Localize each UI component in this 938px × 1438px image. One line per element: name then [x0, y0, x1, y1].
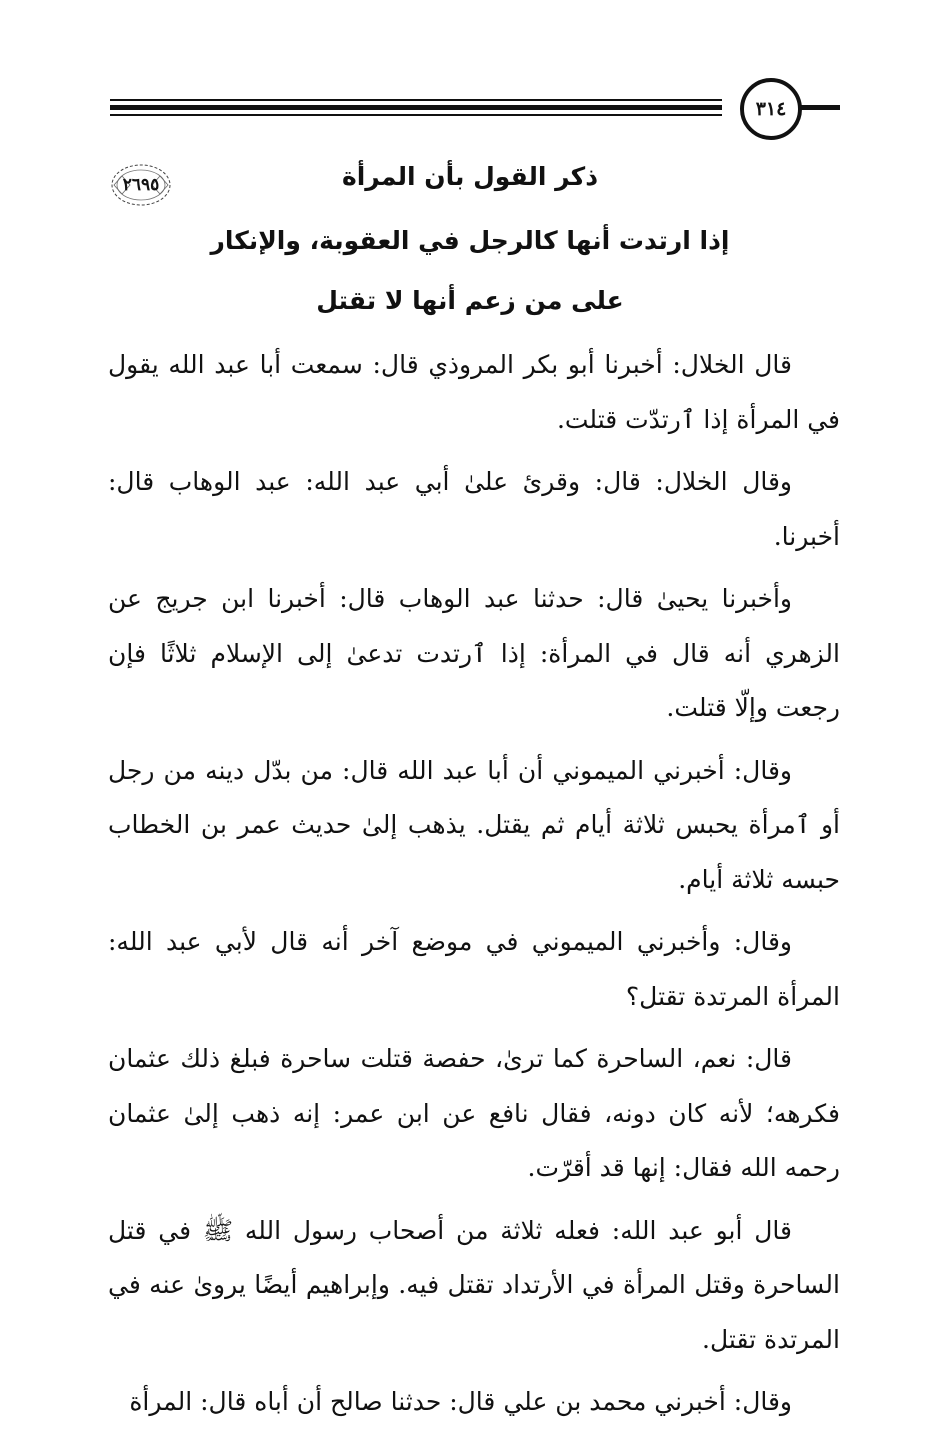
body-text	[108, 338, 840, 1438]
header-rule-thin-bottom	[110, 114, 722, 116]
chapter-heading-line-2: إذا ارتدت أنها كالرجل في العقوبة، والإنكار	[210, 226, 730, 255]
paragraph: وقال: وأخبرني الميموني في موضع آخر أنه قال لأبي عبد الله: المرأة المرتدة تقتل؟	[108, 927, 840, 1011]
paragraph: وأخبرنا يحيىٰ قال: حدثنا عبد الوهاب قال: أخبرنا ابن جريج عن الزهري أنه قال في المرأة: إذا ٱرتدت تدعىٰ إلى الإسلام ثلاثًا فإن رجعت وإلّا قتلت.	[108, 584, 840, 722]
paragraph: وقال الخلال: قال: وقرئ علىٰ أبي عبد الله: عبد الوهاب قال: أخبرنا.	[108, 467, 840, 551]
header-rule-thin-top	[110, 99, 722, 101]
header-rule-thick	[110, 105, 722, 110]
page-number: ٣١٤	[740, 78, 802, 140]
paragraph: قال: نعم، الساحرة كما ترىٰ، حفصة قتلت ساحرة فبلغ ذلك عثمان فكرهه؛ لأنه كان دونه، فقال نافع عن ابن عمر: إنه ذهب إلىٰ عثمان رحمه الله فقال: إنها قد أقرّت.	[108, 1044, 840, 1182]
chapter-heading-line-3: على من زعم أنها لا تقتل	[316, 286, 624, 315]
paragraph: قال الخلال: أخبرنا أبو بكر المروذي قال: سمعت أبا عبد الله يقول في المرأة إذا ٱرتدّت قتلت.	[108, 350, 840, 434]
paragraph: وقال: أخبرني الميموني أن أبا عبد الله قال: من بدّل دينه من رجل أو ٱمرأة يحبس ثلاثة أيام ثم يقتل. يذهب إلىٰ حديث عمر بن الخطاب حبسه ثلاثة أيام.	[108, 755, 840, 894]
paragraph: قال أبو عبد الله: فعله ثلاثة من أصحاب رسول الله ﷺ في قتل الساحرة وقتل المرأة في الأرتداد تقتل فيه. وإبراهيم أيضًا يروىٰ عنه في المرتدة تقتل.	[108, 1215, 840, 1354]
header-rule-tail	[796, 105, 840, 110]
chapter-heading-line-1: ذكر القول بأن المرأة	[341, 162, 599, 191]
page-header	[110, 78, 840, 140]
paragraph: وقال: أخبرني محمد بن علي قال: حدثنا صالح أن أباه قال: المرأة	[129, 1387, 792, 1416]
section-number: ٢٦٩٥	[122, 175, 160, 195]
